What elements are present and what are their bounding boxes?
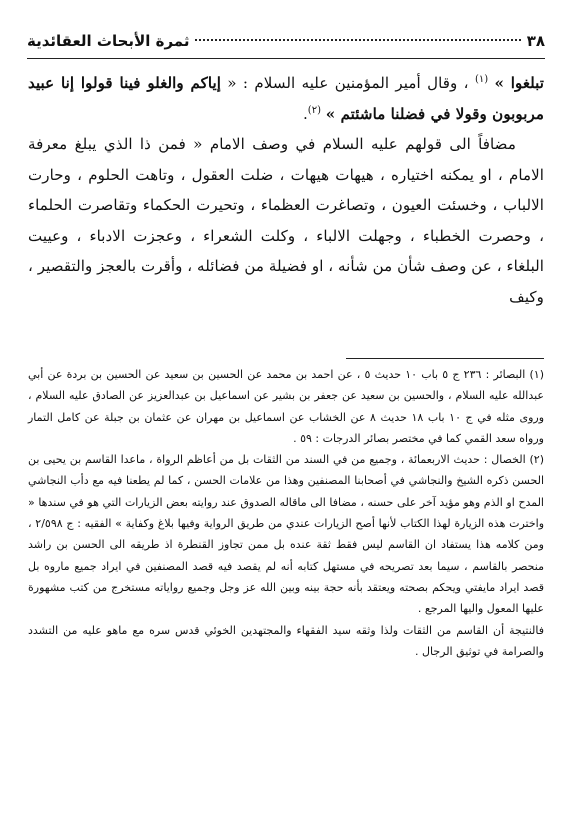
footnote-ref-1: (١) [474,73,489,85]
running-title: ثمرة الأبحاث العقائدية [27,32,190,50]
paragraph-1-text: ، وقال أمير المؤمنين عليه السلام : « [227,74,469,92]
page-header [27,28,545,54]
paragraph-1 [28,68,544,129]
footnote-2-continued: فالنتيجة أن القاسم من الثقات ولذا وثقه سيد الفقهاء والمجتهدين الخوئي قدس سره مع ماهو عليه من التشدد والصرامة في توثيق الرجال . [28,623,544,658]
quote-end-fragment: تبلغوا » [494,74,544,92]
footnote-separator [346,358,544,359]
header-dotted-leader [195,39,520,41]
page-number: ٣٨ [526,32,545,50]
footnotes [28,364,544,662]
footnote-ref-2: (٢) [307,104,321,116]
paragraph-1-end: . [302,104,308,123]
main-text [28,68,544,312]
footnote-1: (١) البصائر : ٢٣٦ ج ٥ باب ١٠ حديث ٥ ، عن احمد بن محمد عن الحسين بن سعيد عن الحسين بن بردة عن أبي عبدالله عليه السلام ، والحسين بن سعيد عن جعفر بن بشير عن اسماعيل بن عبدالعزيز عن الصادق عليه السلام ، وروى مثله في ج ١٠ باب ١٨ حديث ٨ عن الخشاب عن اسماعيل بن مهران عن عثمان بن جبلة عن كامل التمار ورواه سعد القمي كما في مختصر بصائر الدرجات : ٥٩ . [28,368,545,445]
paragraph-2: مضافاً الى قولهم عليه السلام في وصف الامام « فمن ذا الذي يبلغ معرفة الامام ، او يمكنه اختياره ، هيهات هيهات ، ضلت العقول ، وتاهت الحلوم ، وحارت الالباب ، وخسئت العيون ، وتصاغرت العظماء ، وتحيرت الحكماء وتقاصرت الحلماء ، وحصرت الخطباء ، وجهلت الالباء ، وكلت الشعراء ، وعجزت الادباء ، وعييت البلغاء ، عن وصف شأن من شأنه ، او فضيلة من فضائله ، وأقرت بالعجز والتقصير ، وكيف [28,135,544,306]
footnote-2: (٢) الخصال : حديث الاربعمائة ، وجميع من في السند من الثقات بل من أعاظم الرواة ، ماعدا القاسم بن يحيى بن الحسن ذكره الشيخ والنجاشي في أصحابنا المصنفين وهذا من علامات الحسن ، كما لم يطعنا فيه مع دأب النجاشي المدح او الذم وهو مؤيد آخر على حسنه ، مضافا الى ماقاله الصدوق عند روايته بعض الزيارات التي هو في سندها « واخترت هذه الزيارة لهذا الكتاب لأنها أصح الزيارات عندي من طريق الرواية وفيها بلاغ وكفاية » الفقيه : ج ٢/٥٩٨ ، ومن كلامه هذا يستفاد ان القاسم ليس فقط ثقة عنده بل ممن تجاوز القنطرة اذ طريقه الى الحسن بن راشد منحصر بالقاسم ، سيما بعد تصريحه في مستهل كتابه أنه لم يقصد فيه قصد المصنفين في ايراد جميع ماروه بل قصد ايراد مايفتي ويحكم بصحته ويعتقد بأنه حجة بينه وبين الله عز وجل وجميع رواياته مستخرج من كتب مشهورة عليها المعول واليها المرجع . [28,453,545,616]
imam-quote: إياكم والغلو فينا قولوا إنا عبيد مربوبون وقولا في فضلنا ماشئتم » [28,74,544,123]
header-rule [27,58,545,59]
